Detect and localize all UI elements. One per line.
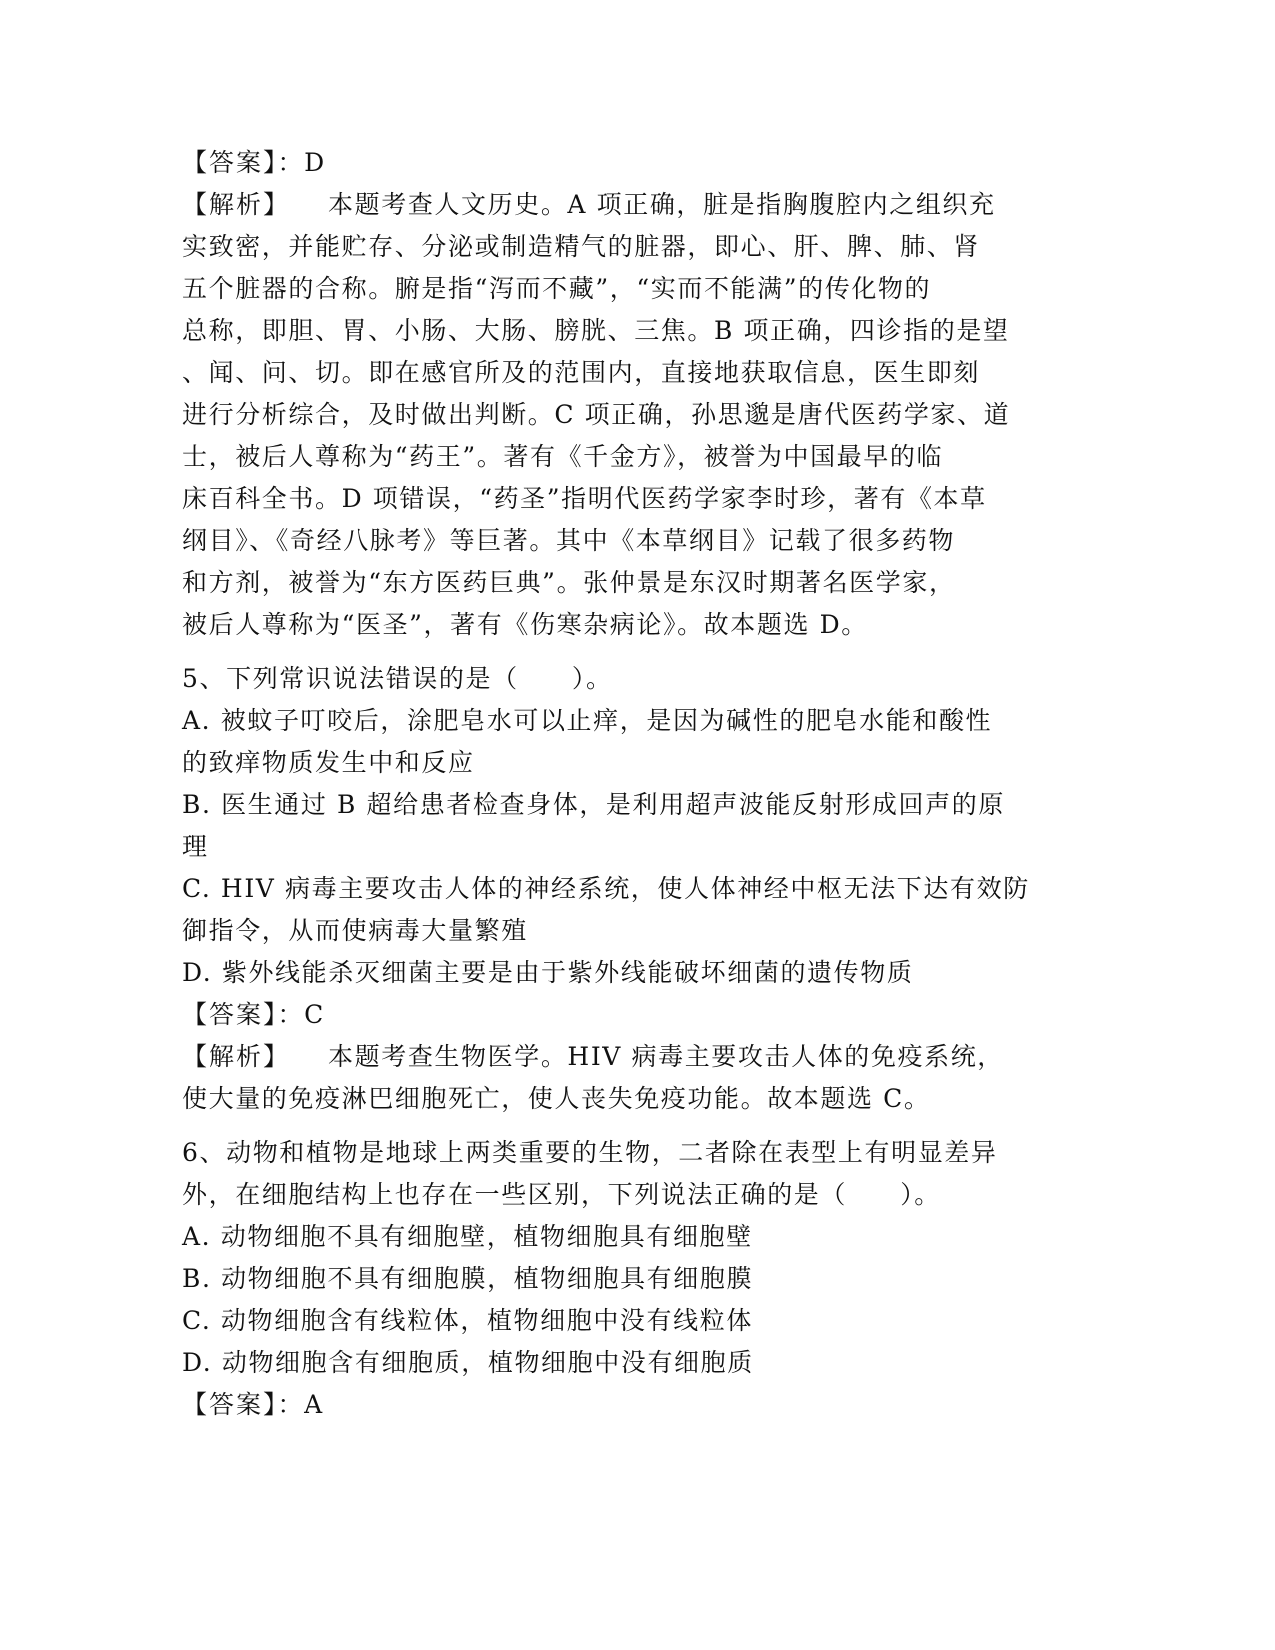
analysis-text: 进行分析综合，及时做出判断。C 项正确，孙思邈是唐代医药学家、道: [182, 400, 1011, 429]
analysis-text: 被后人尊称为“医圣”，著有《伤寒杂病论》。故本题选 D。: [182, 610, 868, 639]
answer-value: D: [304, 148, 326, 177]
answer-separator: ：: [277, 1000, 305, 1029]
answer-separator: ：: [277, 1390, 305, 1419]
analysis-text: 本题考查生物医学。HIV 病毒主要攻击人体的免疫系统，: [328, 1042, 1004, 1071]
analysis-text: 和方剂，被誉为“东方医药巨典”。张仲景是东汉时期著名医学家，: [182, 568, 956, 597]
analysis-text: 五个脏器的合称。腑是指“泻而不藏”，“实而不能满”的传化物的: [182, 274, 932, 303]
q5-option-a: A. 被蚊子叮咬后，涂肥皂水可以止痒，是因为碱性的肥皂水能和酸性: [182, 706, 993, 735]
q6-option-a: A. 动物细胞不具有细胞壁，植物细胞具有细胞壁: [182, 1222, 753, 1251]
q5-question: 5、下列常识说法错误的是（ ）。: [182, 664, 613, 693]
q5-option-c-cont: 御指令，从而使病毒大量繁殖: [182, 916, 528, 945]
q5-option-a-cont: 的致痒物质发生中和反应: [182, 748, 475, 777]
answer-value: A: [304, 1390, 324, 1419]
q6-option-b: B. 动物细胞不具有细胞膜，植物细胞具有细胞膜: [182, 1264, 754, 1293]
q4-answer-line: [182, 142, 1042, 184]
answer-separator: ：: [277, 148, 305, 177]
q6-question: 6、动物和植物是地球上两类重要的生物，二者除在表型上有明显差异: [182, 1138, 998, 1167]
analysis-text: 床百科全书。D 项错误，“药圣”指明代医药学家李时珍，著有《本草: [182, 484, 987, 513]
answer-label: 【答案】: [182, 1000, 278, 1029]
q4-analysis-line: [182, 184, 1042, 226]
analysis-label: 【解析】: [182, 190, 291, 219]
answer-label: 【答案】: [182, 1390, 278, 1419]
answer-value: C: [304, 1000, 325, 1029]
q5-option-d: D. 紫外线能杀灭细菌主要是由于紫外线能破坏细菌的遗传物质: [182, 958, 914, 987]
analysis-text: 实致密，并能贮存、分泌或制造精气的脏器，即心、肝、脾、肺、肾: [182, 232, 981, 261]
q5-answer-line: [182, 994, 1042, 1036]
q5-option-b-cont: 理: [182, 832, 209, 861]
analysis-text: 本题考查人文历史。A 项正确，脏是指胸腹腔内之组织充: [328, 190, 996, 219]
q6-option-c: C. 动物细胞含有线粒体，植物细胞中没有线粒体: [182, 1306, 753, 1335]
q6-option-d: D. 动物细胞含有细胞质，植物细胞中没有细胞质: [182, 1348, 754, 1377]
answer-label: 【答案】: [182, 148, 278, 177]
analysis-text: 士，被后人尊称为“药王”。著有《千金方》，被誉为中国最早的临: [182, 442, 944, 471]
analysis-text: 使大量的免疫淋巴细胞死亡，使人丧失免疫功能。故本题选 C。: [182, 1084, 931, 1113]
q6-question-cont: 外，在细胞结构上也存在一些区别，下列说法正确的是（ ）。: [182, 1180, 941, 1209]
analysis-text: 、闻、问、切。即在感官所及的范围内，直接地获取信息，医生即刻: [182, 358, 981, 387]
q5-option-b: B. 医生通过 B 超给患者检查身体，是利用超声波能反射形成回声的原: [182, 790, 1005, 819]
analysis-text: 纲目》、《奇经八脉考》等巨著。其中《本草纲目》记载了很多药物: [182, 526, 956, 555]
analysis-label: 【解析】: [182, 1042, 291, 1071]
document-page: [182, 142, 1042, 1426]
q5-analysis-line: [182, 1036, 1042, 1078]
q5-option-c: C. HIV 病毒主要攻击人体的神经系统，使人体神经中枢无法下达有效防: [182, 874, 1030, 903]
q6-answer-line: [182, 1384, 1042, 1426]
analysis-text: 总称，即胆、胃、小肠、大肠、膀胱、三焦。B 项正确，四诊指的是望: [182, 316, 1010, 345]
